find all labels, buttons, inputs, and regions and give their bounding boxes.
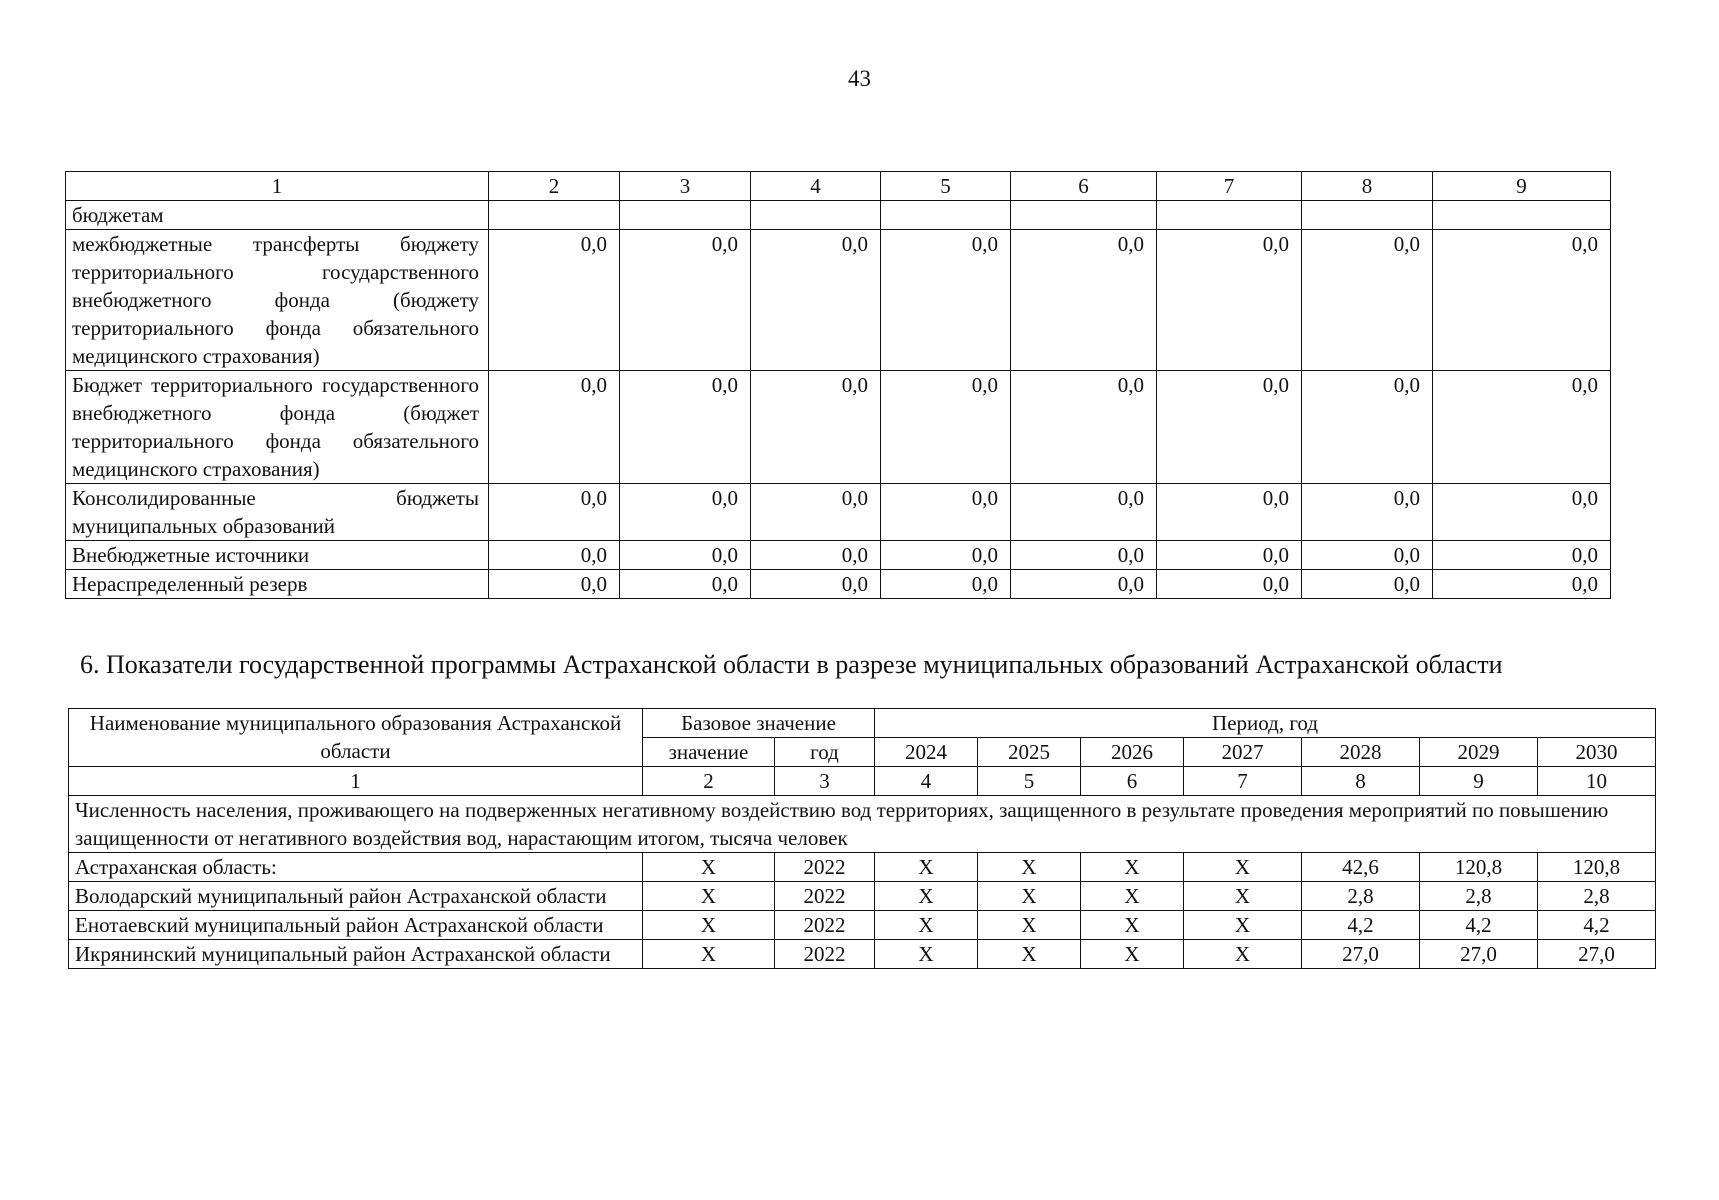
year-header: 2024 (875, 738, 978, 767)
value-cell: 0,0 (489, 230, 620, 371)
value-cell: 0,0 (1433, 371, 1611, 484)
value-cell: 0,0 (1302, 541, 1433, 570)
column-number: 3 (620, 172, 751, 201)
value-cell: 120,8 (1420, 853, 1538, 882)
value-cell (881, 201, 1011, 230)
value-cell: 0,0 (751, 570, 881, 599)
value-cell: 120,8 (1538, 853, 1656, 882)
value-cell: 0,0 (620, 484, 751, 541)
value-cell: X (875, 853, 978, 882)
municipality-name: Астраханская область: (69, 853, 643, 882)
value-cell: 0,0 (1011, 541, 1157, 570)
column-number: 2 (489, 172, 620, 201)
value-cell: 2022 (775, 853, 875, 882)
value-cell: 0,0 (1157, 484, 1302, 541)
value-cell: 0,0 (1157, 230, 1302, 371)
section-heading: 6. Показатели государственной программы Астраханской области в разрезе муниципальных образований Астраханской области (80, 650, 1503, 679)
column-number: 2 (643, 767, 775, 796)
column-number: 1 (66, 172, 489, 201)
value-cell: 2,8 (1302, 882, 1420, 911)
table-row (66, 541, 1611, 570)
value-cell: 2022 (775, 940, 875, 969)
value-cell: X (875, 940, 978, 969)
row-label: Нераспределенный резерв (66, 570, 489, 599)
year-header: 2029 (1420, 738, 1538, 767)
value-cell: 0,0 (489, 570, 620, 599)
value-cell: X (978, 853, 1081, 882)
value-cell: X (643, 940, 775, 969)
column-number: 6 (1011, 172, 1157, 201)
value-cell: 4,2 (1420, 911, 1538, 940)
column-number: 4 (751, 172, 881, 201)
value-cell: 0,0 (1011, 484, 1157, 541)
value-cell: X (978, 940, 1081, 969)
column-number: 5 (978, 767, 1081, 796)
column-number: 5 (881, 172, 1011, 201)
table-row (69, 853, 1656, 882)
column-number: 9 (1420, 767, 1538, 796)
value-cell: 0,0 (1302, 371, 1433, 484)
municipality-name: Енотаевский муниципальный район Астраханской области (69, 911, 643, 940)
column-number: 1 (69, 767, 643, 796)
value-cell: 0,0 (1011, 570, 1157, 599)
value-cell: 4,2 (1538, 911, 1656, 940)
base-value-header: Базовое значение (643, 709, 875, 738)
column-number: 10 (1538, 767, 1656, 796)
value-cell: 0,0 (1433, 484, 1611, 541)
value-cell (1157, 201, 1302, 230)
base-value-subheader: значение (643, 738, 775, 767)
value-cell: 2,8 (1538, 882, 1656, 911)
value-cell: 0,0 (881, 230, 1011, 371)
row-label: Бюджет территориального государственного внебюджетного фонда (бюджет территориального фонда обязательного медицинского страхования) (66, 371, 489, 484)
table-row (66, 570, 1611, 599)
value-cell: 4,2 (1302, 911, 1420, 940)
row-label: межбюджетные трансферты бюджету территориального государственного внебюджетного фонда (бюджету территориального фонда обязательного медицинского страхования) (66, 230, 489, 371)
value-cell: 2,8 (1420, 882, 1538, 911)
row-label: Консолидированные бюджеты муниципальных образований (66, 484, 489, 541)
value-cell: 0,0 (1011, 371, 1157, 484)
value-cell: 2022 (775, 911, 875, 940)
value-cell: 0,0 (1157, 570, 1302, 599)
value-cell: 0,0 (489, 541, 620, 570)
value-cell: X (875, 882, 978, 911)
column-number: 9 (1433, 172, 1611, 201)
value-cell: 0,0 (1157, 541, 1302, 570)
indicator-title: Численность населения, проживающего на подверженных негативному воздействию вод территориях, защищенного в результате проведения мероприятий по повышению защищенности от негативного воздействия вод, нарастающим итогом, тысяча человек (69, 796, 1656, 853)
value-cell: 0,0 (751, 371, 881, 484)
year-header: 2025 (978, 738, 1081, 767)
value-cell: X (1184, 911, 1302, 940)
value-cell: 0,0 (1302, 230, 1433, 371)
value-cell: X (978, 911, 1081, 940)
table-header-row (66, 172, 1611, 201)
value-cell: 0,0 (881, 541, 1011, 570)
value-cell: 0,0 (881, 570, 1011, 599)
value-cell: 0,0 (620, 541, 751, 570)
value-cell: 0,0 (620, 371, 751, 484)
indicators-table (68, 708, 1656, 969)
name-column-header: Наименование муниципального образования Астраханской области (69, 709, 643, 767)
table-row (66, 201, 1611, 230)
year-header: 2030 (1538, 738, 1656, 767)
value-cell: 0,0 (751, 484, 881, 541)
value-cell: 0,0 (881, 484, 1011, 541)
value-cell (620, 201, 751, 230)
value-cell: X (1081, 940, 1184, 969)
column-number-row (69, 767, 1656, 796)
column-number: 8 (1302, 767, 1420, 796)
row-label: бюджетам (66, 201, 489, 230)
value-cell: 2022 (775, 882, 875, 911)
value-cell: X (1081, 853, 1184, 882)
value-cell: 0,0 (1433, 541, 1611, 570)
municipality-name: Икрянинский муниципальный район Астраханской области (69, 940, 643, 969)
value-cell: 0,0 (620, 570, 751, 599)
table-row (69, 911, 1656, 940)
value-cell: X (1081, 911, 1184, 940)
value-cell: 0,0 (1157, 371, 1302, 484)
column-number: 4 (875, 767, 978, 796)
value-cell: X (643, 911, 775, 940)
value-cell: 0,0 (489, 371, 620, 484)
table-header-row (69, 709, 1656, 738)
table-row (66, 230, 1611, 371)
table-row (66, 371, 1611, 484)
year-header: 2026 (1081, 738, 1184, 767)
value-cell: 42,6 (1302, 853, 1420, 882)
row-label: Внебюджетные источники (66, 541, 489, 570)
value-cell (1302, 201, 1433, 230)
value-cell: 0,0 (881, 371, 1011, 484)
year-header: 2027 (1184, 738, 1302, 767)
period-header: Период, год (875, 709, 1656, 738)
column-number: 8 (1302, 172, 1433, 201)
column-number: 3 (775, 767, 875, 796)
value-cell: X (875, 911, 978, 940)
municipality-name: Володарский муниципальный район Астраханской области (69, 882, 643, 911)
year-header: 2028 (1302, 738, 1420, 767)
financing-table (65, 171, 1611, 599)
value-cell: 27,0 (1538, 940, 1656, 969)
value-cell: X (1184, 853, 1302, 882)
value-cell: 0,0 (1302, 570, 1433, 599)
value-cell: X (643, 882, 775, 911)
value-cell: 0,0 (1011, 230, 1157, 371)
value-cell: X (643, 853, 775, 882)
value-cell (1433, 201, 1611, 230)
value-cell: 27,0 (1302, 940, 1420, 969)
table-row (69, 940, 1656, 969)
value-cell (1011, 201, 1157, 230)
value-cell (751, 201, 881, 230)
value-cell: 0,0 (751, 541, 881, 570)
base-year-subheader: год (775, 738, 875, 767)
value-cell: 0,0 (1302, 484, 1433, 541)
column-number: 6 (1081, 767, 1184, 796)
value-cell (489, 201, 620, 230)
table-row (69, 882, 1656, 911)
value-cell: 0,0 (1433, 230, 1611, 371)
column-number: 7 (1184, 767, 1302, 796)
value-cell: 27,0 (1420, 940, 1538, 969)
value-cell: 0,0 (620, 230, 751, 371)
table-row (66, 484, 1611, 541)
value-cell: X (1081, 882, 1184, 911)
value-cell: X (1184, 882, 1302, 911)
value-cell: 0,0 (489, 484, 620, 541)
value-cell: X (978, 882, 1081, 911)
page-number: 43 (848, 66, 871, 91)
value-cell: X (1184, 940, 1302, 969)
indicator-row (69, 796, 1656, 853)
column-number: 7 (1157, 172, 1302, 201)
value-cell: 0,0 (751, 230, 881, 371)
value-cell: 0,0 (1433, 570, 1611, 599)
